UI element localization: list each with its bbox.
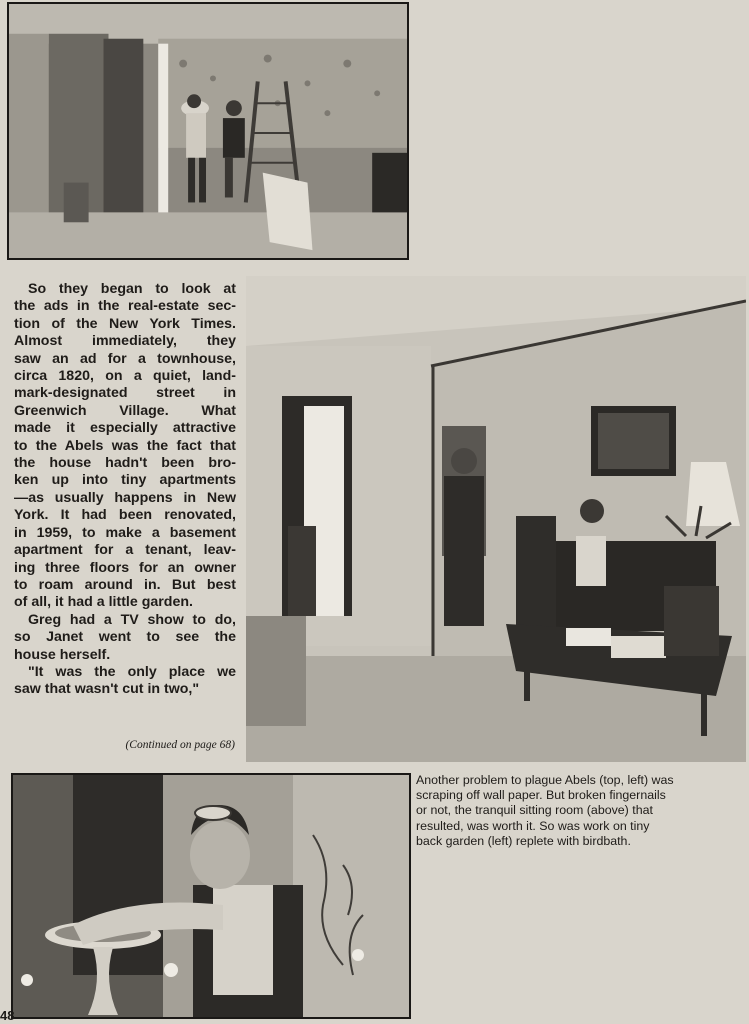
- text-line: the house hadn't been bro-: [14, 455, 236, 472]
- caption-line: or not, the tranquil sitting room (above) that: [416, 803, 653, 818]
- text-line: so Janet went to see the: [14, 629, 236, 646]
- text-line: to roam around in. But best: [14, 576, 236, 593]
- text-line: Greenwich Village. What: [14, 402, 236, 419]
- text-line: —as usually happens in New: [14, 489, 236, 506]
- caption-line: resulted, was worth it. So was work on tiny: [416, 818, 650, 833]
- text-line: of all, it had a little garden.: [14, 594, 193, 611]
- photo-wallpaper-scraping: [7, 2, 409, 260]
- paragraph-2: [14, 612, 236, 664]
- text-line: Greg had a TV show to do,: [28, 611, 236, 628]
- text-line: house herself.: [14, 646, 111, 663]
- text-line: York. It had been renovated,: [14, 507, 236, 524]
- caption-line: Another problem to plague Abels (top, left) was: [416, 773, 674, 787]
- caption-line: back garden (left) replete with birdbath.: [416, 833, 631, 848]
- text-line: the ads in the real-estate sec-: [14, 298, 236, 315]
- paragraph-3: [14, 664, 236, 699]
- text-line: "It was the only place we: [28, 663, 236, 680]
- text-line: in 1959, to make a basement: [14, 524, 236, 541]
- page-number: 48: [0, 1008, 15, 1023]
- text-line: to the Abels was the fact that: [14, 437, 236, 454]
- text-line: Almost immediately, they: [14, 333, 236, 350]
- text-line: saw that wasn't cut in two,": [14, 681, 200, 698]
- text-line: So they began to look at: [28, 281, 236, 297]
- text-line: ing three floors for an owner: [14, 559, 236, 576]
- continuation-note: (Continued on page 68): [125, 739, 235, 751]
- photo-sitting-room: [246, 276, 746, 762]
- photo-caption: [416, 773, 746, 849]
- text-line: apartment for a tenant, leav-: [14, 542, 236, 559]
- text-line: ken up into tiny apartments: [14, 472, 236, 489]
- caption-line: scraping off wall paper. But broken fingernails: [416, 788, 666, 803]
- text-line: mark-designated street in: [14, 385, 236, 402]
- text-line: made it especially attractive: [14, 420, 236, 437]
- text-line: saw an ad for a townhouse,: [14, 350, 236, 367]
- text-line: tion of the New York Times.: [14, 315, 236, 332]
- photo-garden-birdbath: [11, 773, 411, 1019]
- article-body-text: [14, 281, 236, 699]
- text-line: circa 1820, on a quiet, land-: [14, 368, 236, 385]
- paragraph-1: [14, 281, 236, 612]
